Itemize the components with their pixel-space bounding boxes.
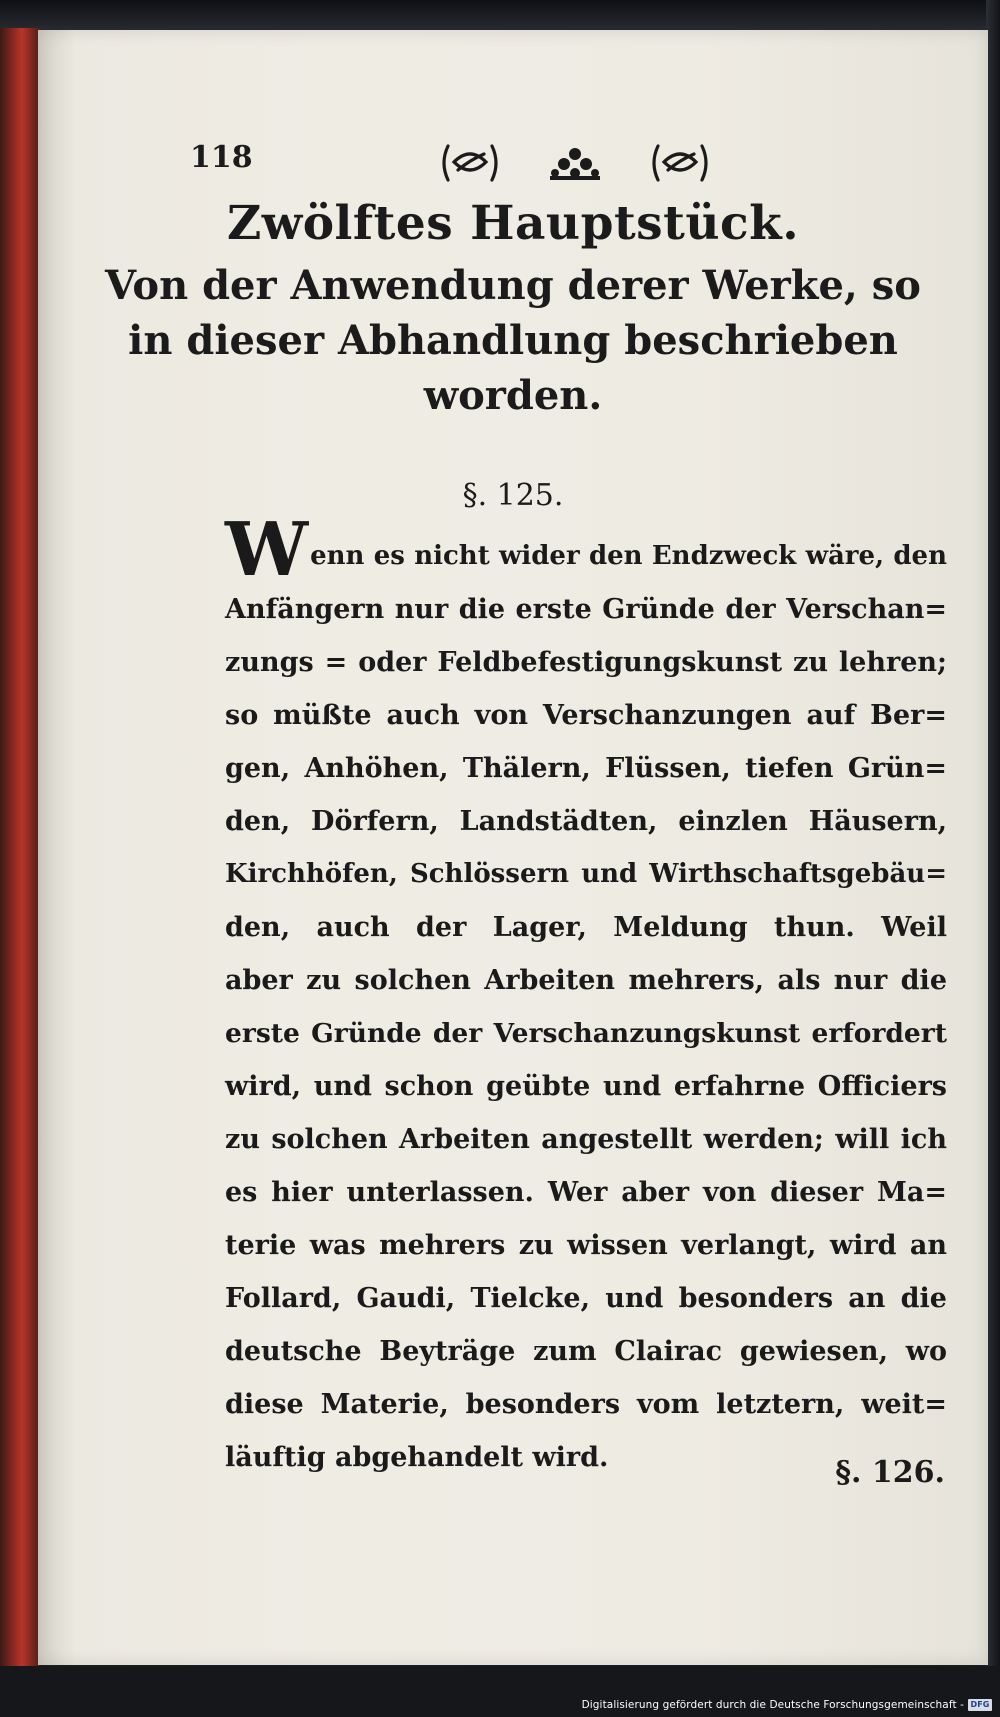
body-line-text: enn es nicht wider den Endzweck wäre, den [310,541,947,571]
body-line: den, Dörfern, Landstädten, einzlen Häusern, [225,806,947,837]
chapter-title: Zwölftes Hauptstück. [226,196,800,251]
body-line: Follard, Gaudi, Tielcke, und besonders an die [225,1283,947,1314]
credit-text: Digitalisierung gefördert durch die Deutsche Forschungsgemeinschaft - [581,1699,964,1711]
body-line: erste Gründe der Verschanzungskunst erfordert [225,1018,947,1049]
body-line: es hier unterlassen. Wer aber von dieser Ma= [225,1177,947,1208]
book-cover-right [986,0,1000,1690]
body-line: deutsche Beyträge zum Clairac gewiesen, wo [225,1336,947,1367]
digitization-credit [582,1699,992,1711]
body-line: so müßte auch von Verschanzungen auf Ber= [225,700,947,731]
body-line: läuftig abgehandelt wird. [225,1442,609,1473]
page-number: 118 [190,140,253,175]
body-line: zu solchen Arbeiten angestellt werden; will ich [225,1124,947,1155]
body-line: wird, und schon geübte und erfahrne Officiers [225,1071,947,1102]
drop-cap: W [225,507,309,593]
body-line: Kirchhöfen, Schlössern und Wirthschaftsgebäu= [225,859,947,889]
body-line: aber zu solchen Arbeiten mehrers, als nur die [225,965,947,996]
header-ornament [440,140,730,186]
section-heading: §. 125. [462,478,564,513]
body-line: diese Materie, besonders vom letztern, weit= [225,1389,947,1420]
dfg-logo-icon: DFG [968,1699,992,1711]
catchword: §. 126. [835,1455,945,1490]
book-cover-top [0,0,1000,34]
body-text [225,507,947,1484]
chapter-subtitle-line: Von der Anwendung derer Werke, so [105,262,921,309]
body-line [225,507,947,593]
chapter-subtitle-line: in dieser Abhandlung beschrieben [128,317,898,364]
page-edge-red [0,28,40,1668]
body-line: terie was mehrers zu wissen verlangt, wird an [225,1230,947,1261]
body-line: zungs = oder Feldbefestigungskunst zu lehren; [225,647,947,678]
body-line: den, auch der Lager, Meldung thun. Weil [225,912,947,943]
body-line: gen, Anhöhen, Thälern, Flüssen, tiefen Grün= [225,753,947,784]
body-line: Anfängern nur die erste Gründe der Verschan= [225,594,947,625]
chapter-subtitle-line: worden. [423,372,603,419]
